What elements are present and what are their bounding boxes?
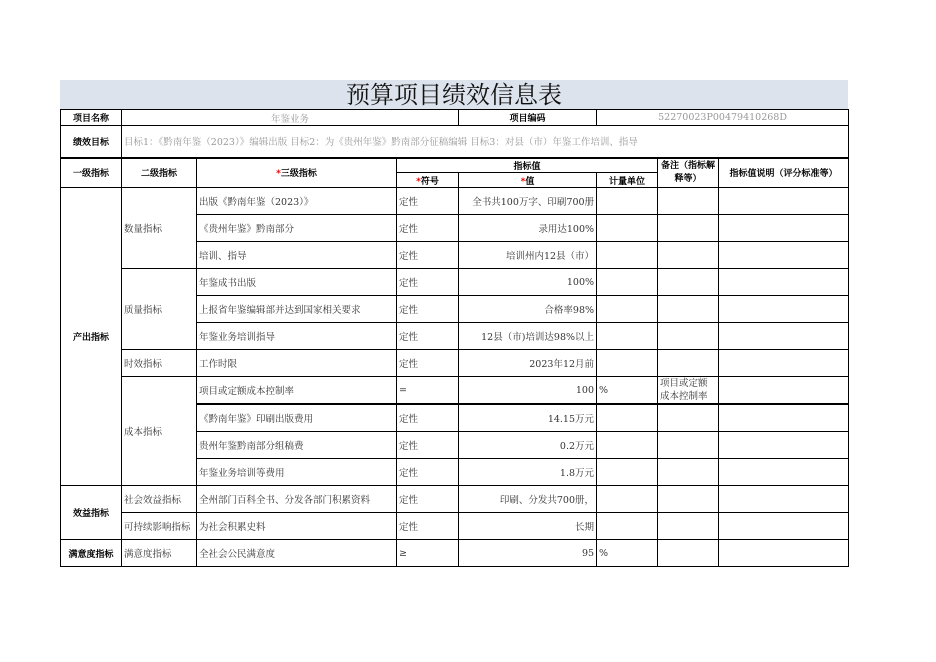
indicator-unit[interactable]: [597, 486, 658, 513]
indicator-explain[interactable]: [719, 296, 849, 323]
indicator-symbol[interactable]: 定性: [397, 188, 459, 215]
indicator-unit[interactable]: [597, 350, 658, 377]
indicator-value[interactable]: 合格率98%: [459, 296, 597, 323]
indicator-note[interactable]: [658, 486, 719, 513]
indicator-explain[interactable]: [719, 459, 849, 486]
indicator-name[interactable]: 出版《黔南年鉴（2023）》: [197, 188, 397, 215]
indicator-unit[interactable]: [597, 404, 658, 432]
header-value-group: 指标值: [397, 158, 658, 173]
indicator-name[interactable]: 为社会积累史料: [197, 513, 397, 540]
indicator-unit[interactable]: [597, 215, 658, 242]
indicator-note[interactable]: 项目或定额成本控制率: [658, 377, 719, 405]
table-row: [61, 513, 849, 540]
indicator-note[interactable]: [658, 350, 719, 377]
indicator-name[interactable]: 培训、指导: [197, 242, 397, 269]
indicator-explain[interactable]: [719, 215, 849, 242]
indicator-name[interactable]: 《贵州年鉴》黔南部分: [197, 215, 397, 242]
table-row: [61, 377, 849, 405]
indicator-explain[interactable]: [719, 513, 849, 540]
indicator-note[interactable]: [658, 188, 719, 215]
indicator-name[interactable]: 全州部门百科全书、分发各部门积累资料: [197, 486, 397, 513]
group-output: 产出指标: [61, 188, 122, 486]
indicator-explain[interactable]: [719, 188, 849, 215]
indicator-name[interactable]: 上报省年鉴编辑部并达到国家相关要求: [197, 296, 397, 323]
group-sustain: 可持续影响指标: [122, 513, 197, 540]
performance-goal[interactable]: 目标1：《黔南年鉴（2023）》编辑出版 目标2：为《贵州年鉴》黔南部分征稿编辑 目标3：对县（市）年鉴工作培训、指导: [122, 126, 849, 158]
indicator-name[interactable]: 年鉴业务培训等费用: [197, 459, 397, 486]
indicator-value[interactable]: 长期: [459, 513, 597, 540]
indicator-explain[interactable]: [719, 377, 849, 405]
indicator-note[interactable]: [658, 242, 719, 269]
header-value-text: 值: [525, 176, 535, 187]
indicator-value[interactable]: 12县（市)培训达98%以上: [459, 323, 597, 350]
indicator-value[interactable]: 印刷、分发共700册，: [459, 486, 597, 513]
header-symbol: [397, 173, 459, 188]
header-value: [459, 173, 597, 188]
indicator-note[interactable]: [658, 269, 719, 296]
header-note: 备注（指标解释等）: [658, 158, 719, 188]
table-row: [61, 269, 849, 296]
indicator-value[interactable]: 培训州内12县（市）: [459, 242, 597, 269]
indicator-explain[interactable]: [719, 323, 849, 350]
indicator-value[interactable]: 录用达100%: [459, 215, 597, 242]
indicator-note[interactable]: [658, 404, 719, 432]
indicator-unit[interactable]: [597, 432, 658, 459]
indicator-note[interactable]: [658, 459, 719, 486]
indicator-explain[interactable]: [719, 350, 849, 377]
indicator-unit[interactable]: [597, 296, 658, 323]
indicator-name[interactable]: 工作时限: [197, 350, 397, 377]
indicator-unit[interactable]: [597, 513, 658, 540]
indicator-symbol[interactable]: 定性: [397, 350, 459, 377]
project-name[interactable]: 年鉴业务: [122, 110, 459, 126]
indicator-note[interactable]: [658, 215, 719, 242]
indicator-explain[interactable]: [719, 486, 849, 513]
group-cost: 成本指标: [122, 377, 197, 486]
group-satisfaction: 满意度指标: [61, 540, 122, 567]
indicator-unit[interactable]: [597, 242, 658, 269]
table-row: [61, 188, 849, 215]
indicator-symbol[interactable]: =: [397, 377, 459, 405]
indicator-name[interactable]: 贵州年鉴黔南部分组稿费: [197, 432, 397, 459]
indicator-note[interactable]: [658, 296, 719, 323]
indicator-symbol[interactable]: 定性: [397, 296, 459, 323]
indicator-unit[interactable]: [597, 269, 658, 296]
indicator-value[interactable]: 1.8万元: [459, 459, 597, 486]
indicator-value[interactable]: 95: [459, 540, 597, 567]
indicator-symbol[interactable]: 定性: [397, 513, 459, 540]
indicator-name[interactable]: 年鉴业务培训指导: [197, 323, 397, 350]
indicator-unit[interactable]: %: [597, 377, 658, 405]
project-code[interactable]: 52270023P00479410268D: [597, 110, 849, 126]
indicator-note[interactable]: [658, 323, 719, 350]
page-title: 预算项目绩效信息表: [60, 80, 848, 109]
indicator-unit[interactable]: [597, 323, 658, 350]
indicator-value[interactable]: 14.15万元: [459, 404, 597, 432]
project-code-label: 项目编码: [459, 110, 597, 126]
required-mark: *: [416, 176, 421, 187]
header-level3: [197, 158, 397, 188]
indicator-symbol[interactable]: 定性: [397, 459, 459, 486]
indicator-explain[interactable]: [719, 242, 849, 269]
group-timeliness: 时效指标: [122, 350, 197, 377]
table-row: [61, 486, 849, 513]
indicator-symbol[interactable]: 定性: [397, 323, 459, 350]
indicator-symbol[interactable]: 定性: [397, 242, 459, 269]
indicator-explain[interactable]: [719, 269, 849, 296]
header-level2: 二级指标: [122, 158, 197, 188]
performance-sheet: [60, 80, 848, 567]
indicator-name[interactable]: 《黔南年鉴》印刷出版费用: [197, 404, 397, 432]
indicator-symbol[interactable]: 定性: [397, 432, 459, 459]
indicator-value[interactable]: 全书共100万字、印刷700册: [459, 188, 597, 215]
indicator-note[interactable]: [658, 432, 719, 459]
indicator-note[interactable]: [658, 540, 719, 567]
table-row: [61, 540, 849, 567]
header-explain: 指标值说明（评分标准等）: [719, 158, 849, 188]
required-mark: *: [520, 176, 526, 187]
group-quantity: 数量指标: [122, 188, 197, 269]
group-benefit: 效益指标: [61, 486, 122, 540]
indicator-symbol[interactable]: 定性: [397, 486, 459, 513]
indicator-name[interactable]: 项目或定额成本控制率: [197, 377, 397, 405]
header-unit: 计量单位: [597, 173, 658, 188]
indicator-symbol[interactable]: 定性: [397, 404, 459, 432]
indicator-symbol[interactable]: ≥: [397, 540, 459, 567]
project-name-label: 项目名称: [61, 110, 122, 126]
indicator-symbol[interactable]: 定性: [397, 215, 459, 242]
indicator-unit[interactable]: %: [597, 540, 658, 567]
header-level3-text: 三级指标: [280, 169, 317, 180]
header-level1: 一级指标: [61, 158, 122, 188]
indicator-explain[interactable]: [719, 404, 849, 432]
header-symbol-text: 符号: [420, 176, 439, 187]
indicator-value[interactable]: 2023年12月前: [459, 350, 597, 377]
group-satisfaction-sub: 满意度指标: [122, 540, 197, 567]
performance-table: [60, 109, 849, 567]
indicator-name[interactable]: 年鉴成书出版: [197, 269, 397, 296]
goal-label: 绩效目标: [61, 126, 122, 158]
required-mark: *: [276, 169, 281, 180]
indicator-explain[interactable]: [719, 432, 849, 459]
indicator-value[interactable]: 100%: [459, 269, 597, 296]
indicator-value[interactable]: 100: [459, 377, 597, 405]
indicator-unit[interactable]: [597, 459, 658, 486]
indicator-value[interactable]: 0.2万元: [459, 432, 597, 459]
group-quality: 质量指标: [122, 269, 197, 350]
indicator-explain[interactable]: [719, 540, 849, 567]
indicator-note[interactable]: [658, 513, 719, 540]
group-social: 社会效益指标: [122, 486, 197, 513]
indicator-unit[interactable]: [597, 188, 658, 215]
indicator-name[interactable]: 全社会公民满意度: [197, 540, 397, 567]
table-row: [61, 350, 849, 377]
indicator-symbol[interactable]: 定性: [397, 269, 459, 296]
